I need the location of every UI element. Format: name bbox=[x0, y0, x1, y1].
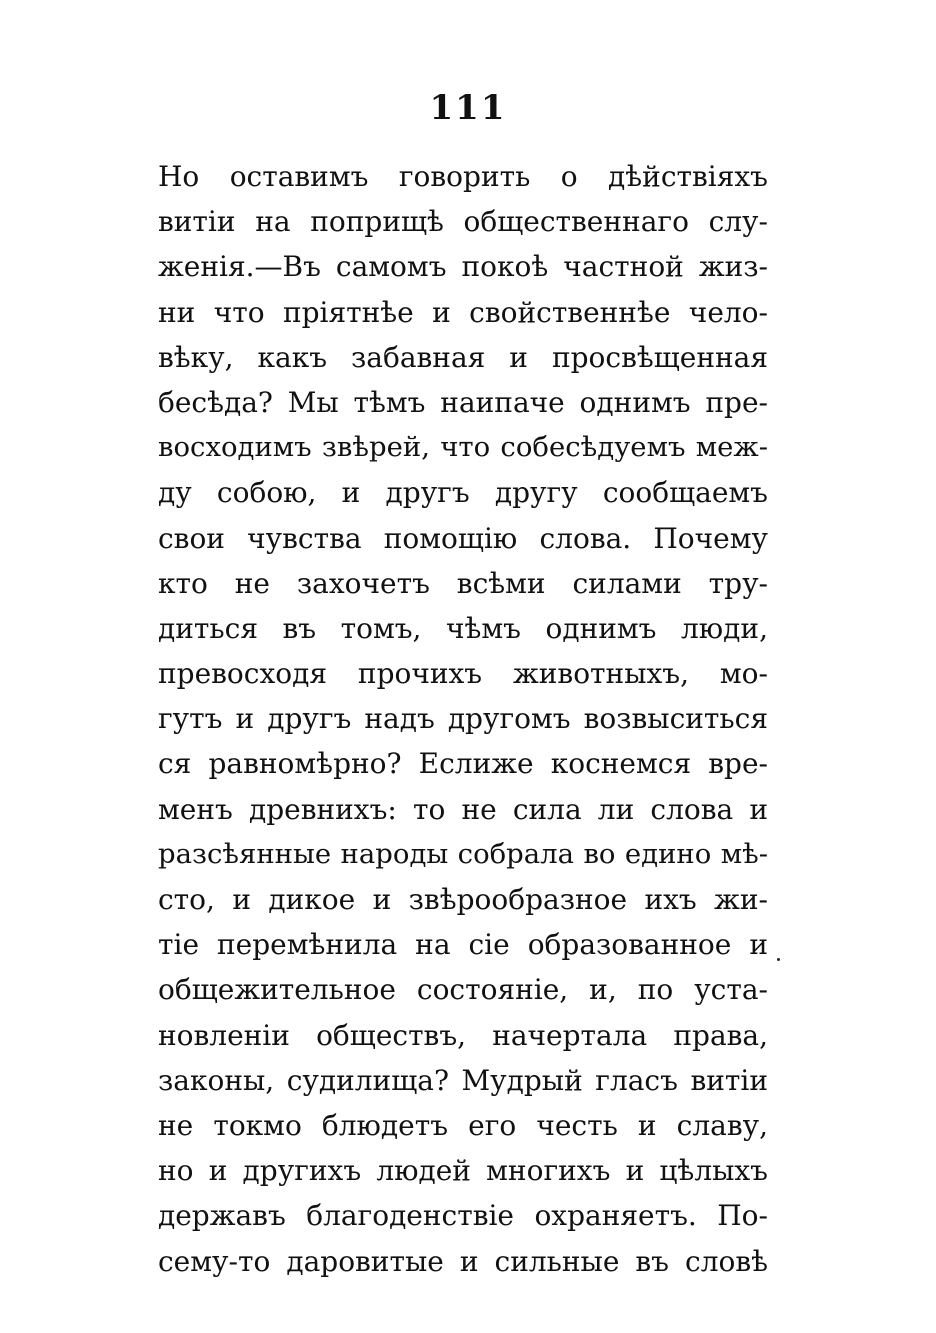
text-line: законы, судилища? Мудрый гласъ витіи bbox=[158, 1063, 768, 1097]
text-line: вѣку, какъ забавная и просвѣщенная bbox=[158, 340, 768, 374]
text-line: разсѣянные народы собрала во едино мѣ- bbox=[158, 837, 768, 870]
text-line: но и другихъ людей многихъ и цѣлыхъ bbox=[158, 1154, 768, 1188]
text-line: менъ древнихъ: то не сила ли слова и bbox=[158, 792, 768, 826]
text-line: ся равномѣрно? Еслиже коснемся вре- bbox=[158, 747, 768, 781]
text-line: сему-то даровитые и сильные въ словѣ bbox=[158, 1244, 768, 1278]
text-line: кто не захочетъ всѣми силами тру- bbox=[158, 566, 768, 600]
text-line: гутъ и другъ надъ другомъ возвыситься bbox=[158, 702, 768, 736]
text-line: общежительное состояніе, и, по уста- bbox=[158, 973, 768, 1007]
text-line: сто, и дикое и звѣрообразное ихъ жи- bbox=[158, 883, 768, 916]
text-line: державъ благоденствіе охраняетъ. По- bbox=[158, 1199, 768, 1233]
text-line: диться въ томъ, чѣмъ однимъ люди, bbox=[158, 611, 768, 645]
ink-speck bbox=[777, 958, 780, 961]
text-line: новленіи обществъ, начертала права, bbox=[158, 1018, 768, 1052]
text-line: не токмо блюдетъ его честь и славу, bbox=[158, 1108, 768, 1142]
text-line: восходимъ звѣрей, что собесѣдуемъ меж- bbox=[158, 431, 768, 464]
page-number: 111 bbox=[429, 88, 507, 128]
text-line: женія.—Въ самомъ покоѣ частной жиз- bbox=[158, 250, 768, 284]
text-line: ни что пріятнѣе и свойственнѣе чело- bbox=[158, 295, 768, 329]
body-text bbox=[158, 154, 768, 1284]
text-line: витіи на поприщѣ общественнаго слу- bbox=[158, 205, 768, 239]
text-line: свои чувства помощію слова. Почему bbox=[158, 521, 768, 555]
text-line: тіе перемѣнила на сіе образованное и bbox=[158, 928, 768, 962]
text-line: Но оставимъ говорить о дѣйствіяхъ bbox=[158, 160, 768, 193]
text-line: превосходя прочихъ животныхъ, мо- bbox=[158, 657, 768, 691]
text-line: ду собою, и другъ другу сообщаемъ bbox=[158, 476, 768, 510]
text-line: бесѣда? Мы тѣмъ наипаче однимъ пре- bbox=[158, 385, 768, 419]
